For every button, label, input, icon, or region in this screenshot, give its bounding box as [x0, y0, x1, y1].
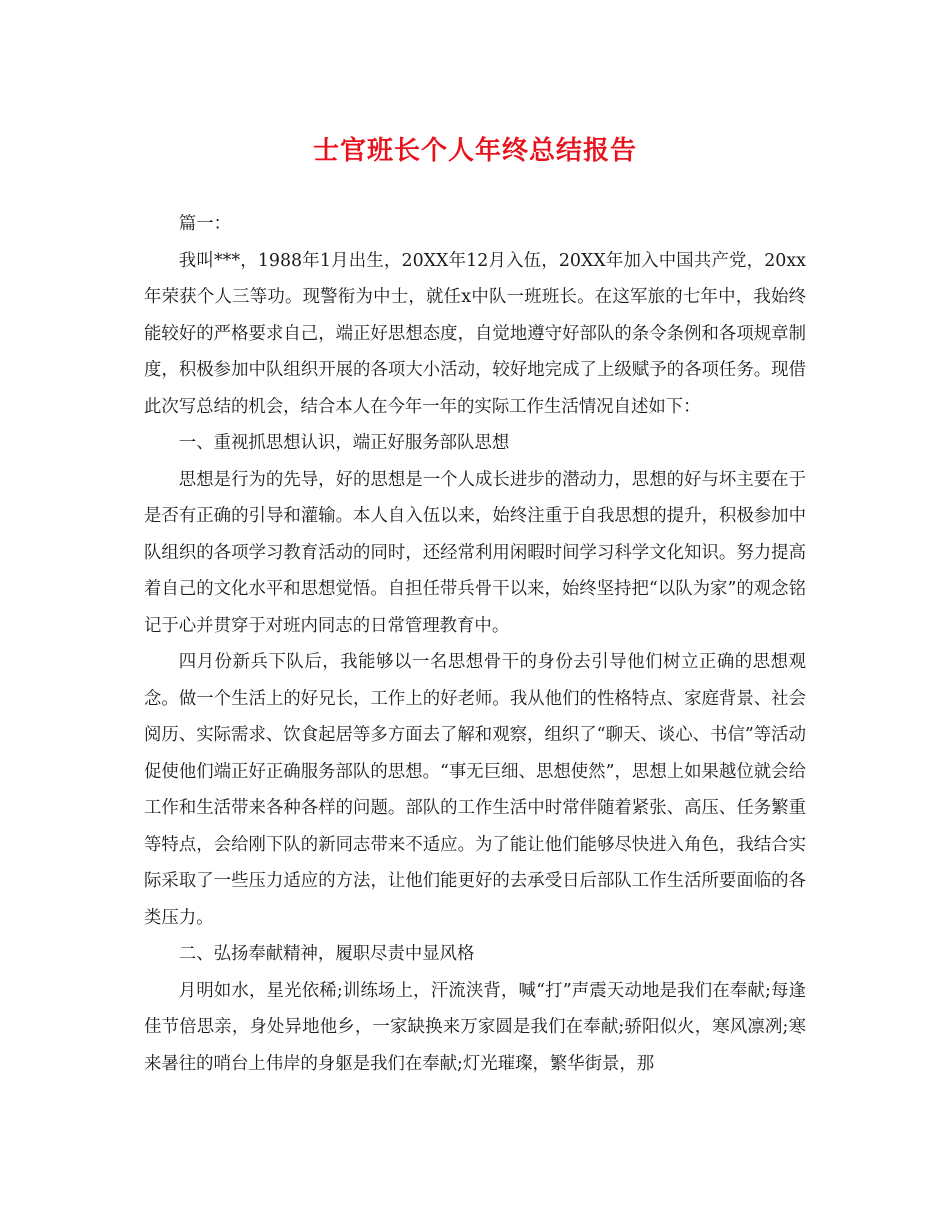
document-body: [144, 206, 806, 1082]
paragraph-thought-2: 四月份新兵下队后，我能够以一名思想骨干的身份去引导他们树立正确的思想观念。做一个生活上的好兄长，工作上的好老师。我从他们的性格特点、家庭背景、社会阅历、实际需求、饮食起居等多方面去了解和观察，组织了“聊天、谈心、书信”等活动促使他们端正好正确服务部队的思想。“事无巨细、思想使然”，思想上如果越位就会给工作和生活带来各种各样的问题。部队的工作生活中时常伴随着紧张、高压、任务繁重等特点，会给刚下队的新同志带来不适应。为了能让他们能够尽快进入角色，我结合实际采取了一些压力适应的方法，让他们能更好的去承受日后部队工作生活所要面临的各类压力。: [144, 652, 806, 928]
paragraph-dedication: 月明如水，星光依稀;训练场上，汗流浃背，喊“打”声震天动地是我们在奉献;每逢佳节倍思亲，身处异地他乡，一家缺换来万家圆是我们在奉献;骄阳似火，寒风凛冽;寒来暑往的哨台上伟岸的身躯是我们在奉献;灯光璀璨，繁华街景，那: [144, 980, 806, 1074]
paragraph-thought-1: 思想是行为的先导，好的思想是一个人成长进步的潜动力，思想的好与坏主要在于是否有正确的引导和灌输。本人自入伍以来，始终注重于自我思想的提升，积极参加中队组织的各项学习教育活动的同时，还经常利用闲暇时间学习科学文化知识。努力提高着自己的文化水平和思想觉悟。自担任带兵骨干以来，始终坚持把“以队为家”的观念铭记于心并贯穿于对班内同志的日常管理教育中。: [144, 469, 806, 636]
section-heading-2: 二、弘扬奉献精神，履职尽责中显风格: [178, 944, 475, 964]
section-heading-1: 一、重视抓思想认识，端正好服务部队思想: [178, 433, 510, 453]
intro-paragraph: 我叫***，1988年1月出生，20XX年12月入伍，20XX年加入中国共产党，20xx年荣获个人三等功。现警衔为中士，就任x中队一班班长。在这军旅的七年中，我始终能较好的严格要求自己，端正好思想态度，自觉地遵守好部队的条令条例和各项规章制度，积极参加中队组织开展的各项大小活动，较好地完成了上级赋予的各项任务。现借此次写总结的机会，结合本人在今年一年的实际工作生活情况自述如下：: [144, 250, 806, 417]
document-title: 士官班长个人年终总结报告: [312, 136, 637, 166]
section-label: 篇一：: [178, 214, 231, 234]
